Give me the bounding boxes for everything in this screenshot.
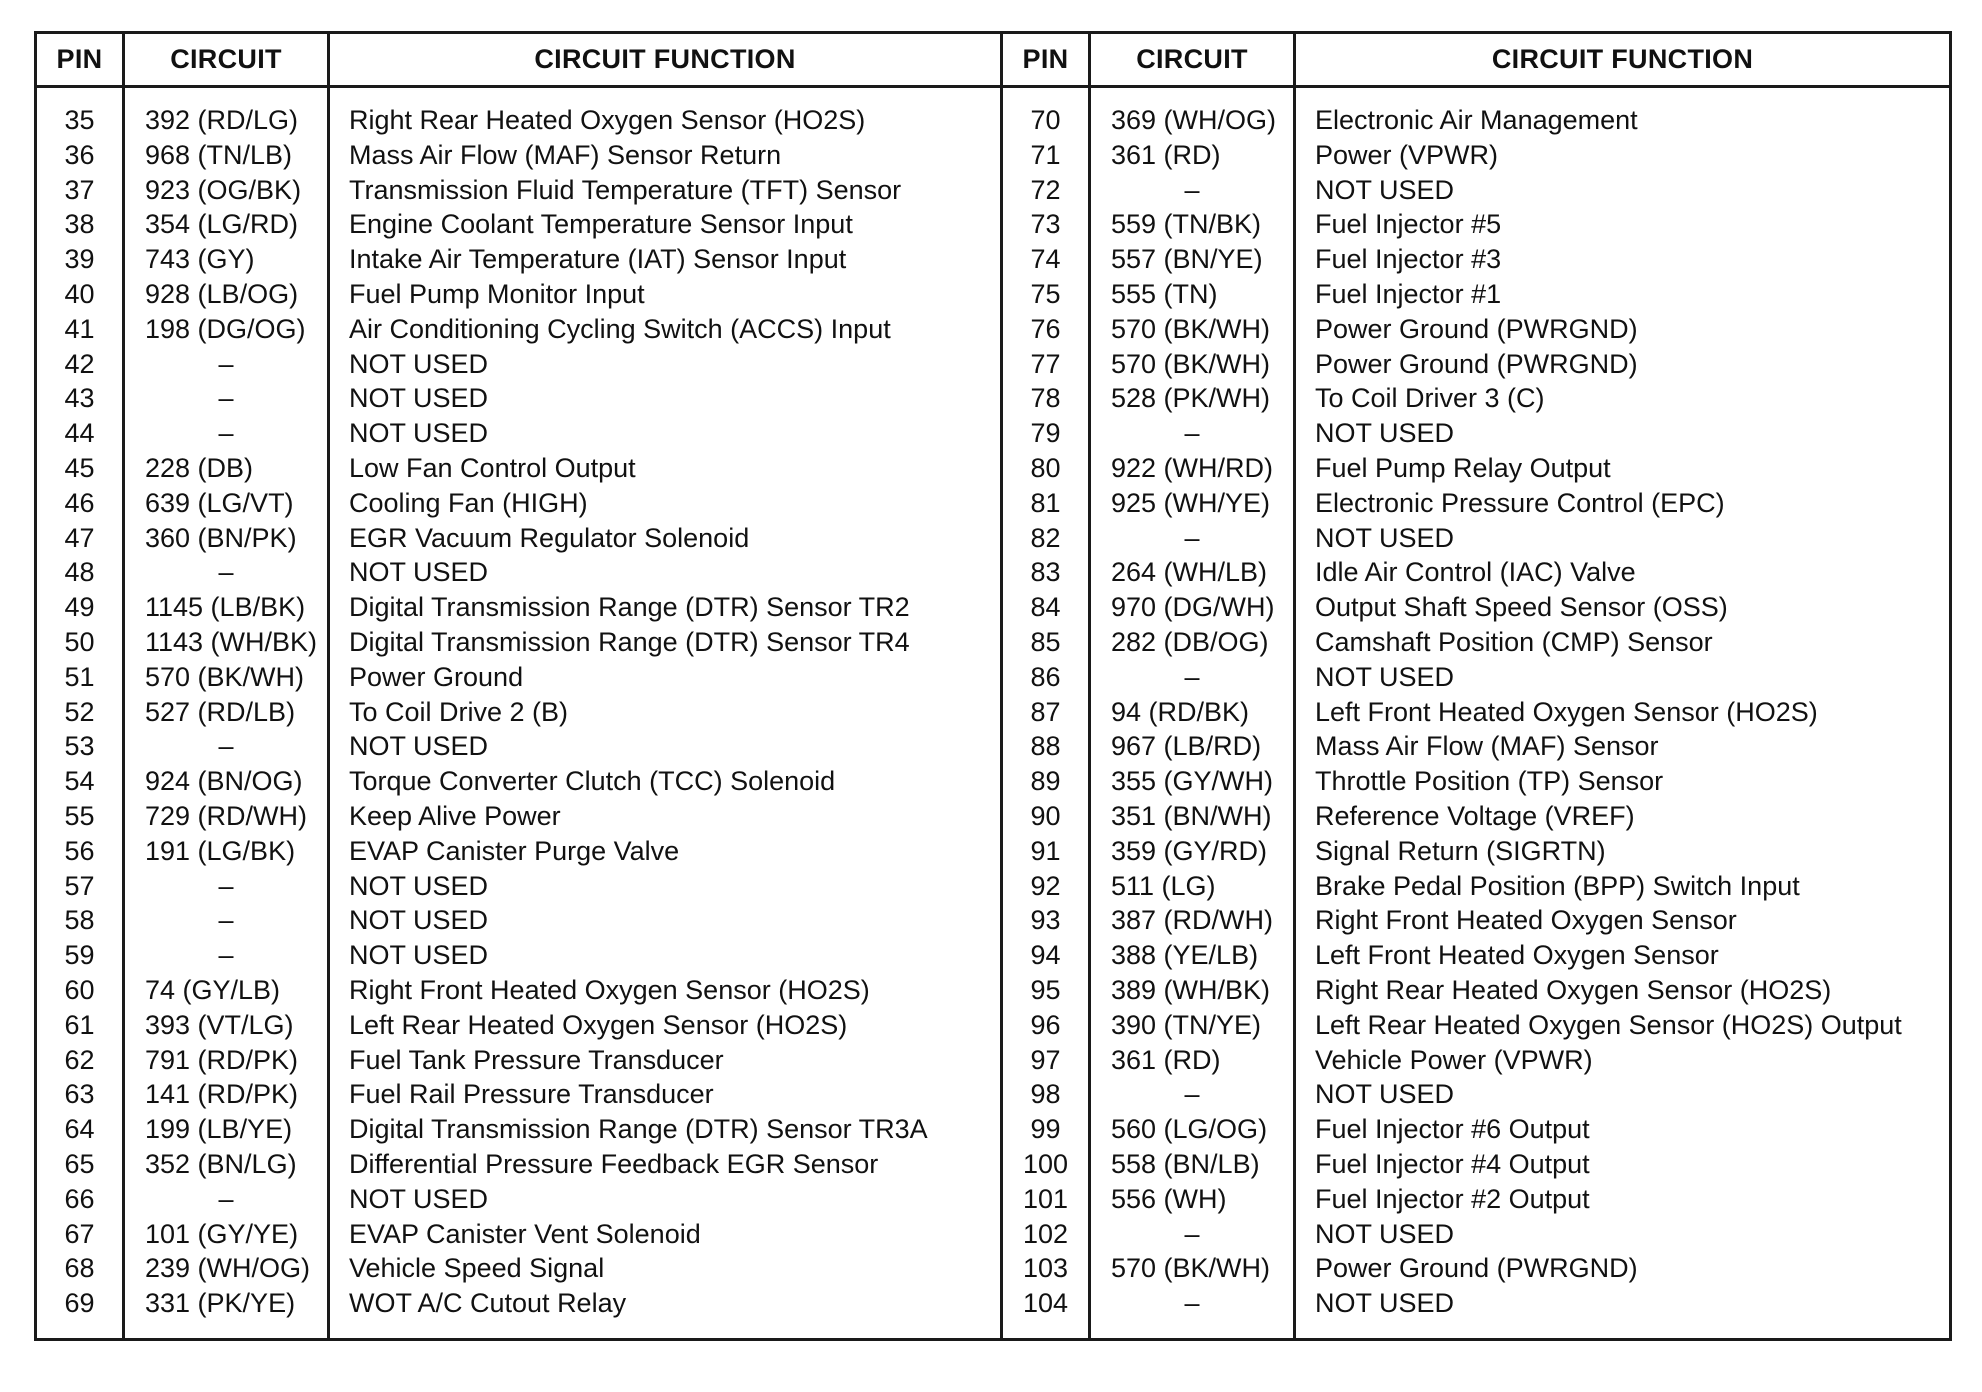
- pin-cell: 43: [64, 383, 95, 414]
- function-cell: NOT USED: [349, 870, 489, 901]
- circuit-cell: 360 (BN/PK): [145, 522, 297, 553]
- function-cell: Vehicle Power (VPWR): [1315, 1044, 1593, 1075]
- function-cell: Fuel Injector #2 Output: [1315, 1183, 1590, 1214]
- circuit-cell: 74 (GY/LB): [145, 974, 281, 1005]
- circuit-cell: 369 (WH/OG): [1111, 105, 1277, 135]
- pin-cell: 38: [64, 209, 95, 240]
- pin-cell: 51: [64, 661, 95, 692]
- circuit-cell: 390 (TN/YE): [1111, 1009, 1262, 1040]
- function-cell: Output Shaft Speed Sensor (OSS): [1315, 592, 1728, 623]
- circuit-cell: 729 (RD/WH): [145, 800, 308, 831]
- pin-cell: 72: [1030, 174, 1061, 205]
- circuit-cell: –: [1184, 661, 1200, 692]
- function-cell: Fuel Injector #5: [1315, 209, 1502, 240]
- circuit-cell: 559 (TN/BK): [1111, 209, 1262, 240]
- pin-cell: 101: [1022, 1183, 1069, 1214]
- circuit-cell: –: [218, 1183, 234, 1214]
- pin-cell: 59: [64, 940, 95, 971]
- circuit-cell: 558 (BN/LB): [1111, 1148, 1260, 1179]
- header-function-left: CIRCUIT FUNCTION: [534, 44, 796, 74]
- function-cell: Idle Air Control (IAC) Valve: [1315, 557, 1636, 588]
- pin-cell: 55: [64, 800, 95, 831]
- function-cell: Digital Transmission Range (DTR) Sensor TR2: [349, 592, 910, 623]
- pin-cell: 82: [1030, 522, 1061, 553]
- function-cell: Power Ground (PWRGND): [1315, 348, 1638, 379]
- circuit-cell: 1145 (LB/BK): [145, 592, 306, 623]
- circuit-cell: 968 (TN/LB): [145, 139, 293, 170]
- circuit-cell: 94 (RD/BK): [1111, 696, 1250, 727]
- function-cell: NOT USED: [349, 905, 489, 936]
- circuit-cell: 141 (RD/PK): [145, 1079, 299, 1110]
- pin-cell: 97: [1030, 1044, 1061, 1075]
- pin-cell: 58: [64, 905, 95, 936]
- circuit-cell: 228 (DB): [145, 452, 254, 483]
- function-cell: NOT USED: [349, 418, 489, 449]
- function-cell: Low Fan Control Output: [349, 452, 636, 483]
- circuit-cell: –: [218, 731, 234, 762]
- table-header: [37, 34, 1949, 88]
- circuit-cell: –: [1184, 1218, 1200, 1249]
- pin-cell: 98: [1030, 1079, 1061, 1110]
- function-cell: NOT USED: [1315, 174, 1455, 205]
- pin-cell: 42: [64, 348, 95, 379]
- function-cell: Digital Transmission Range (DTR) Sensor TR3A: [349, 1114, 928, 1145]
- pin-cell: 99: [1030, 1114, 1061, 1145]
- pin-cell: 94: [1030, 940, 1061, 971]
- function-cell: NOT USED: [1315, 661, 1455, 692]
- circuit-cell: –: [1184, 522, 1200, 553]
- circuit-cell: 922 (WH/RD): [1111, 452, 1274, 483]
- pin-cell: 65: [64, 1148, 95, 1179]
- function-cell: Power Ground: [349, 661, 524, 692]
- pin-cell: 91: [1030, 835, 1061, 866]
- circuit-cell: 570 (BK/WH): [145, 661, 305, 692]
- pin-cell: 69: [64, 1288, 95, 1319]
- circuit-cell: 527 (RD/LB): [145, 696, 296, 727]
- pin-cell: 68: [64, 1253, 95, 1284]
- circuit-cell: 557 (BN/YE): [1111, 244, 1263, 275]
- function-cell: Electronic Pressure Control (EPC): [1315, 487, 1725, 518]
- function-cell: Left Front Heated Oxygen Sensor (HO2S): [1315, 696, 1818, 727]
- circuit-cell: 791 (RD/PK): [145, 1044, 299, 1075]
- function-cell: Fuel Injector #4 Output: [1315, 1148, 1590, 1179]
- circuit-cell: –: [218, 348, 234, 379]
- circuit-cell: 282 (DB/OG): [1111, 626, 1269, 657]
- pin-cell: 89: [1030, 766, 1061, 797]
- function-cell: Camshaft Position (CMP) Sensor: [1315, 626, 1713, 657]
- pin-cell: 49: [64, 592, 95, 623]
- function-cell: To Coil Drive 2 (B): [349, 696, 569, 727]
- pin-cell: 70: [1030, 105, 1061, 135]
- circuit-cell: –: [218, 940, 234, 971]
- pin-cell: 36: [64, 139, 95, 170]
- pin-cell: 76: [1030, 313, 1061, 344]
- function-cell: NOT USED: [1315, 1218, 1455, 1249]
- pin-cell: 87: [1030, 696, 1061, 727]
- function-cell: Electronic Air Management: [1315, 105, 1638, 135]
- pin-cell: 80: [1030, 452, 1061, 483]
- header-pin-left: PIN: [56, 44, 103, 74]
- circuit-cell: –: [218, 870, 234, 901]
- pin-cell: 92: [1030, 870, 1061, 901]
- function-cell: Right Rear Heated Oxygen Sensor (HO2S): [349, 105, 866, 135]
- pin-cell: 45: [64, 452, 95, 483]
- function-cell: Air Conditioning Cycling Switch (ACCS) Input: [349, 313, 891, 344]
- pin-cell: 54: [64, 766, 95, 797]
- function-cell: Fuel Injector #3: [1315, 244, 1502, 275]
- pin-cell: 41: [64, 313, 95, 344]
- left-pin-column: [37, 103, 122, 1321]
- pin-cell: 77: [1030, 348, 1061, 379]
- function-cell: NOT USED: [349, 940, 489, 971]
- circuit-cell: 392 (RD/LG): [145, 105, 299, 135]
- pin-cell: 95: [1030, 974, 1061, 1005]
- pin-cell: 44: [64, 418, 95, 449]
- function-cell: Differential Pressure Feedback EGR Sensor: [349, 1148, 879, 1179]
- function-cell: NOT USED: [349, 383, 489, 414]
- pinout-table: [34, 31, 1952, 1341]
- function-cell: Fuel Pump Relay Output: [1315, 452, 1611, 483]
- circuit-cell: 331 (PK/YE): [145, 1288, 296, 1319]
- function-cell: WOT A/C Cutout Relay: [349, 1288, 627, 1319]
- left-circuit-column: [125, 103, 327, 1321]
- function-cell: Fuel Injector #6 Output: [1315, 1114, 1590, 1145]
- circuit-cell: 352 (BN/LG): [145, 1148, 297, 1179]
- function-cell: Fuel Pump Monitor Input: [349, 278, 645, 309]
- function-cell: Right Front Heated Oxygen Sensor: [1315, 905, 1737, 936]
- pin-cell: 60: [64, 974, 95, 1005]
- circuit-cell: –: [1184, 174, 1200, 205]
- pin-cell: 81: [1030, 487, 1061, 518]
- function-cell: NOT USED: [349, 1183, 489, 1214]
- circuit-cell: 1143 (WH/BK): [145, 626, 318, 657]
- function-cell: Throttle Position (TP) Sensor: [1315, 766, 1664, 797]
- pin-cell: 85: [1030, 626, 1061, 657]
- circuit-cell: –: [218, 905, 234, 936]
- right-function-column: [1315, 103, 1945, 1321]
- circuit-cell: –: [1184, 1288, 1200, 1319]
- pin-cell: 67: [64, 1218, 95, 1249]
- function-cell: Power Ground (PWRGND): [1315, 313, 1638, 344]
- function-cell: NOT USED: [1315, 1288, 1455, 1319]
- circuit-cell: 354 (LG/RD): [145, 209, 299, 240]
- pin-cell: 74: [1030, 244, 1061, 275]
- circuit-cell: 639 (LG/VT): [145, 487, 294, 518]
- function-cell: NOT USED: [349, 348, 489, 379]
- circuit-cell: 570 (BK/WH): [1111, 313, 1271, 344]
- pin-cell: 96: [1030, 1009, 1061, 1040]
- circuit-cell: 199 (LB/YE): [145, 1114, 293, 1145]
- function-cell: Right Rear Heated Oxygen Sensor (HO2S): [1315, 974, 1832, 1005]
- right-circuit-column: [1091, 103, 1293, 1321]
- pin-cell: 102: [1022, 1218, 1069, 1249]
- circuit-cell: 361 (RD): [1111, 1044, 1221, 1075]
- circuit-cell: –: [218, 418, 234, 449]
- header-pin-right: PIN: [1022, 44, 1069, 74]
- circuit-cell: 393 (VT/LG): [145, 1009, 294, 1040]
- circuit-cell: –: [1184, 418, 1200, 449]
- header-function-right: CIRCUIT FUNCTION: [1491, 44, 1754, 74]
- header-circuit-right: CIRCUIT: [1136, 44, 1248, 74]
- pin-cell: 75: [1030, 278, 1061, 309]
- circuit-cell: 970 (DG/WH): [1111, 592, 1275, 623]
- pin-cell: 63: [64, 1079, 95, 1110]
- circuit-cell: 560 (LG/OG): [1111, 1114, 1268, 1145]
- pin-cell: 61: [64, 1009, 95, 1040]
- pin-cell: 103: [1022, 1253, 1069, 1284]
- function-cell: Power (VPWR): [1315, 139, 1499, 170]
- circuit-cell: 528 (PK/WH): [1111, 383, 1271, 414]
- pin-cell: 39: [64, 244, 95, 275]
- right-pin-column: [1003, 103, 1088, 1321]
- circuit-cell: 928 (LB/OG): [145, 278, 299, 309]
- pin-cell: 93: [1030, 905, 1061, 936]
- function-cell: Fuel Rail Pressure Transducer: [349, 1079, 714, 1110]
- circuit-cell: 570 (BK/WH): [1111, 1253, 1271, 1284]
- circuit-cell: 355 (GY/WH): [1111, 766, 1274, 797]
- function-cell: Left Front Heated Oxygen Sensor: [1315, 940, 1719, 971]
- pin-cell: 64: [64, 1114, 95, 1145]
- circuit-cell: 389 (WH/BK): [1111, 974, 1271, 1005]
- circuit-cell: 191 (LG/BK): [145, 835, 296, 866]
- pin-cell: 46: [64, 487, 95, 518]
- function-cell: Digital Transmission Range (DTR) Sensor TR4: [349, 626, 910, 657]
- circuit-cell: 101 (GY/YE): [145, 1218, 299, 1249]
- function-cell: To Coil Driver 3 (C): [1315, 383, 1545, 414]
- function-cell: Left Rear Heated Oxygen Sensor (HO2S) Output: [1315, 1009, 1902, 1040]
- pin-cell: 90: [1030, 800, 1061, 831]
- function-cell: NOT USED: [1315, 418, 1455, 449]
- circuit-cell: 264 (WH/LB): [1111, 557, 1268, 588]
- pin-cell: 53: [64, 731, 95, 762]
- function-cell: Right Front Heated Oxygen Sensor (HO2S): [349, 974, 870, 1005]
- circuit-cell: 555 (TN): [1111, 278, 1218, 309]
- function-cell: Cooling Fan (HIGH): [349, 487, 588, 518]
- circuit-cell: –: [218, 557, 234, 588]
- function-cell: Reference Voltage (VREF): [1315, 800, 1635, 831]
- column-divider: [327, 34, 330, 1338]
- pin-cell: 35: [64, 105, 95, 135]
- function-cell: Mass Air Flow (MAF) Sensor: [1315, 731, 1659, 762]
- function-cell: Left Rear Heated Oxygen Sensor (HO2S): [349, 1009, 848, 1040]
- pin-cell: 62: [64, 1044, 95, 1075]
- pin-cell: 48: [64, 557, 95, 588]
- pin-cell: 73: [1030, 209, 1061, 240]
- pin-cell: 100: [1022, 1148, 1069, 1179]
- pin-cell: 79: [1030, 418, 1061, 449]
- function-cell: NOT USED: [349, 731, 489, 762]
- function-cell: NOT USED: [1315, 1079, 1455, 1110]
- circuit-cell: 923 (OG/BK): [145, 174, 302, 205]
- function-cell: NOT USED: [1315, 522, 1455, 553]
- circuit-cell: 359 (GY/RD): [1111, 835, 1268, 866]
- circuit-cell: 351 (BN/WH): [1111, 800, 1272, 831]
- circuit-cell: 570 (BK/WH): [1111, 348, 1271, 379]
- function-cell: Engine Coolant Temperature Sensor Input: [349, 209, 853, 240]
- pin-cell: 56: [64, 835, 95, 866]
- function-cell: Signal Return (SIGRTN): [1315, 835, 1606, 866]
- pin-cell: 57: [64, 870, 95, 901]
- pin-cell: 84: [1030, 592, 1061, 623]
- circuit-cell: 924 (BN/OG): [145, 766, 303, 797]
- circuit-cell: 387 (RD/WH): [1111, 905, 1274, 936]
- circuit-cell: 743 (GY): [145, 244, 255, 275]
- pin-cell: 40: [64, 278, 95, 309]
- circuit-cell: 239 (WH/OG): [145, 1253, 311, 1284]
- function-cell: EVAP Canister Purge Valve: [349, 835, 680, 866]
- function-cell: Power Ground (PWRGND): [1315, 1253, 1638, 1284]
- circuit-cell: 361 (RD): [1111, 139, 1221, 170]
- function-cell: Keep Alive Power: [349, 800, 561, 831]
- pin-cell: 71: [1030, 139, 1061, 170]
- function-cell: Mass Air Flow (MAF) Sensor Return: [349, 139, 782, 170]
- function-cell: Fuel Injector #1: [1315, 278, 1502, 309]
- header-circuit-left: CIRCUIT: [170, 44, 282, 74]
- pin-cell: 66: [64, 1183, 95, 1214]
- circuit-cell: –: [1184, 1079, 1200, 1110]
- pin-cell: 104: [1022, 1288, 1069, 1319]
- circuit-cell: 388 (YE/LB): [1111, 940, 1259, 971]
- column-divider: [1293, 34, 1296, 1338]
- pin-cell: 83: [1030, 557, 1061, 588]
- circuit-cell: 556 (WH): [1111, 1183, 1227, 1214]
- pin-cell: 47: [64, 522, 95, 553]
- function-cell: Intake Air Temperature (IAT) Sensor Input: [349, 244, 847, 275]
- pin-cell: 37: [64, 174, 95, 205]
- pin-cell: 86: [1030, 661, 1061, 692]
- function-cell: Transmission Fluid Temperature (TFT) Sensor: [349, 174, 902, 205]
- function-cell: EGR Vacuum Regulator Solenoid: [349, 522, 750, 553]
- function-cell: Fuel Tank Pressure Transducer: [349, 1044, 724, 1075]
- function-cell: Vehicle Speed Signal: [349, 1253, 605, 1284]
- function-cell: Torque Converter Clutch (TCC) Solenoid: [349, 766, 836, 797]
- function-cell: NOT USED: [349, 557, 489, 588]
- pin-cell: 78: [1030, 383, 1061, 414]
- left-function-column: [349, 103, 994, 1321]
- function-cell: Brake Pedal Position (BPP) Switch Input: [1315, 870, 1800, 901]
- pin-cell: 50: [64, 626, 95, 657]
- circuit-cell: 198 (DG/OG): [145, 313, 306, 344]
- pin-cell: 88: [1030, 731, 1061, 762]
- function-cell: EVAP Canister Vent Solenoid: [349, 1218, 701, 1249]
- circuit-cell: 925 (WH/YE): [1111, 487, 1271, 518]
- pin-cell: 52: [64, 696, 95, 727]
- circuit-cell: –: [218, 383, 234, 414]
- circuit-cell: 511 (LG): [1111, 870, 1216, 901]
- circuit-cell: 967 (LB/RD): [1111, 731, 1262, 762]
